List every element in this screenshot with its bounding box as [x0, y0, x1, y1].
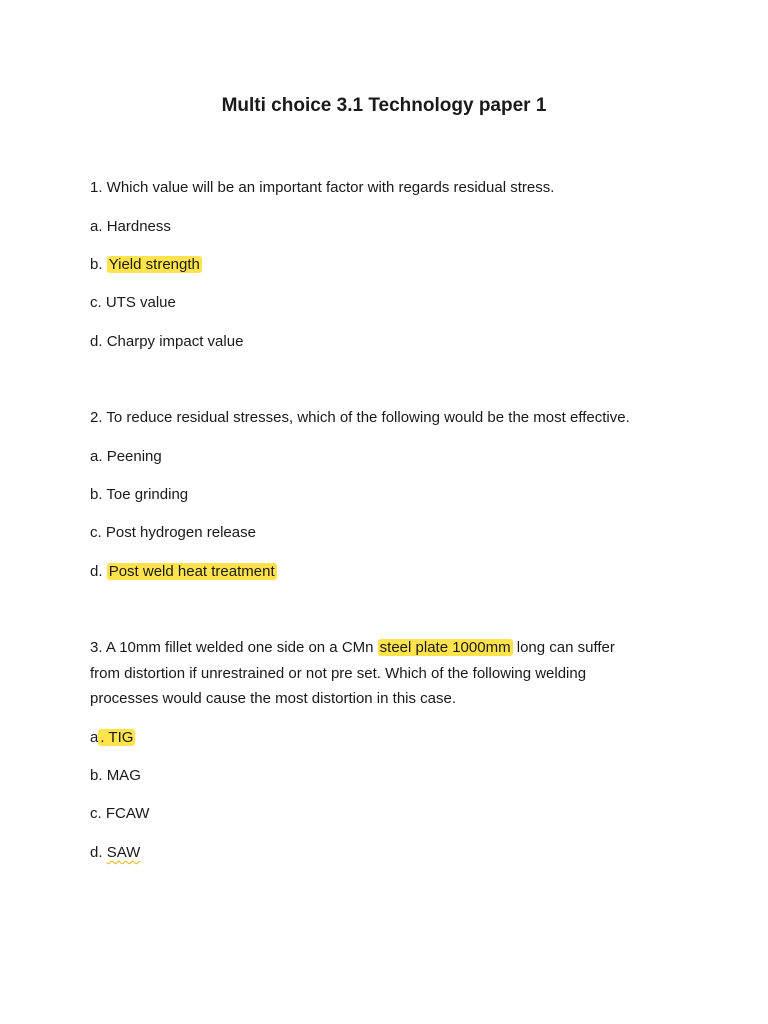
q3-option-b: b. MAG [90, 767, 141, 784]
question-3-line-1: 3. A 10mm fillet welded one side on a CMn steel plate 1000mm long can suffer [90, 639, 615, 656]
highlighted-answer: Post weld heat treatment [108, 563, 275, 580]
q2-option-a: a. Peening [90, 448, 162, 465]
highlighted-phrase: steel plate 1000mm [379, 639, 511, 656]
highlighted-answer: Yield strength [108, 256, 200, 273]
q3-option-c: c. FCAW [90, 805, 150, 822]
question-3-line-3: processes would cause the most distortion in this case. [90, 690, 457, 707]
question-1: 1. Which value will be an important factor with regards residual stress. [90, 179, 555, 196]
q3-option-d: d. SAW [90, 844, 141, 861]
q2-option-b: b. Toe grinding [90, 486, 189, 503]
q1-option-b: b. Yield strength [90, 256, 200, 273]
q3-option-a: a . TIG [90, 729, 134, 746]
q2-option-c: c. Post hydrogen release [90, 524, 256, 541]
spellcheck-underlined-word: SAW [106, 844, 141, 861]
question-2: 2. To reduce residual stresses, which of the following would be the most effective. [90, 409, 630, 426]
q2-option-d: d. Post weld heat treatment [90, 563, 275, 580]
highlighted-answer: . TIG [100, 729, 134, 746]
q1-option-d: d. Charpy impact value [90, 333, 244, 350]
page-title: Multi choice 3.1 Technology paper 1 [221, 95, 547, 116]
q1-option-c: c. UTS value [90, 294, 176, 311]
q1-option-a: a. Hardness [90, 218, 171, 235]
question-3-line-2: from distortion if unrestrained or not pre set. Which of the following welding [90, 665, 587, 682]
